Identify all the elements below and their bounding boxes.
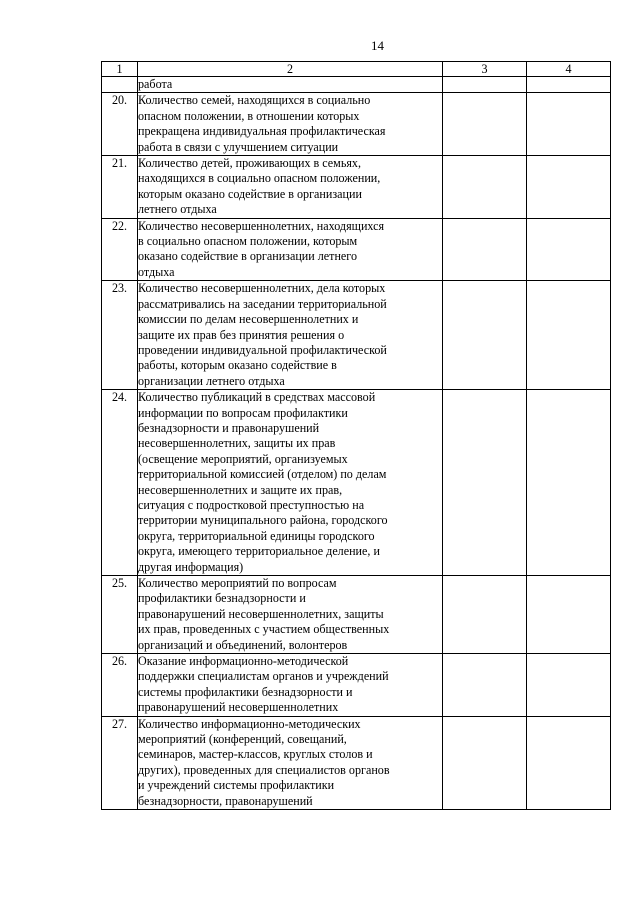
indicator-description: Количество семей, находящихся в социально опасном положении, в отношении которых прекращена индивидуальная профилактическая работа в связи с улучшением ситуации xyxy=(138,93,443,156)
value-cell-col4 xyxy=(527,716,611,809)
table-row xyxy=(102,93,611,156)
indicator-description: работа xyxy=(138,77,443,93)
row-number: 22. xyxy=(102,218,138,281)
indicators-table xyxy=(101,61,611,810)
table-row xyxy=(102,654,611,717)
value-cell-col3 xyxy=(443,390,527,576)
column-header-1: 1 xyxy=(102,62,138,77)
value-cell-col4 xyxy=(527,93,611,156)
value-cell-col3 xyxy=(443,77,527,93)
row-number: 24. xyxy=(102,390,138,576)
table-row xyxy=(102,576,611,654)
value-cell-col4 xyxy=(527,77,611,93)
row-number: 21. xyxy=(102,156,138,219)
value-cell-col3 xyxy=(443,654,527,717)
row-number: 20. xyxy=(102,93,138,156)
value-cell-col4 xyxy=(527,390,611,576)
column-header-2: 2 xyxy=(138,62,443,77)
value-cell-col3 xyxy=(443,93,527,156)
table-row xyxy=(102,716,611,809)
value-cell-col4 xyxy=(527,218,611,281)
column-header-3: 3 xyxy=(443,62,527,77)
table-row xyxy=(102,390,611,576)
value-cell-col3 xyxy=(443,576,527,654)
table-header-row xyxy=(102,62,611,77)
value-cell-col3 xyxy=(443,716,527,809)
table-row xyxy=(102,281,611,390)
row-number: 25. xyxy=(102,576,138,654)
row-number: 26. xyxy=(102,654,138,717)
table-row xyxy=(102,156,611,219)
column-header-4: 4 xyxy=(527,62,611,77)
value-cell-col4 xyxy=(527,156,611,219)
row-number: 23. xyxy=(102,281,138,390)
indicator-description: Оказание информационно-методической поддержки специалистам органов и учреждений системы профилактики безнадзорности и правонарушений несовершеннолетних xyxy=(138,654,443,717)
value-cell-col4 xyxy=(527,654,611,717)
indicator-description: Количество информационно-методических мероприятий (конференций, совещаний, семинаров, мастер-классов, круглых столов и других), проведенных для специалистов органов и учреждений системы профилактики безнадзорности, правонарушений xyxy=(138,716,443,809)
indicator-description: Количество мероприятий по вопросам профилактики безнадзорности и правонарушений несовершеннолетних, защиты их прав, проведенных с участием общественных организаций и объединений, волонтеров xyxy=(138,576,443,654)
row-number xyxy=(102,77,138,93)
indicator-description: Количество несовершеннолетних, находящихся в социально опасном положении, которым оказано содействие в организации летнего отдыха xyxy=(138,218,443,281)
value-cell-col4 xyxy=(527,281,611,390)
indicator-description: Количество публикаций в средствах массовой информации по вопросам профилактики безнадзорности и правонарушений несовершеннолетних, защиты их прав (освещение мероприятий, организуемых территориальной комиссией (отделом) по делам несовершеннолетних и защите их прав, ситуация с подростковой преступностью на территории муниципального района, городского округа, территориальной единицы городского округа, имеющего территориальное деление, и другая информация) xyxy=(138,390,443,576)
row-number: 27. xyxy=(102,716,138,809)
value-cell-col3 xyxy=(443,281,527,390)
table-row xyxy=(102,77,611,93)
indicator-description: Количество несовершеннолетних, дела которых рассматривались на заседании территориальной комиссии по делам несовершеннолетних и защите их прав без принятия решения о проведении индивидуальной профилактической работы, которым оказано содействие в организации летнего отдыха xyxy=(138,281,443,390)
indicator-description: Количество детей, проживающих в семьях, находящихся в социально опасном положении, которым оказано содействие в организации летнего отдыха xyxy=(138,156,443,219)
value-cell-col4 xyxy=(527,576,611,654)
table-row xyxy=(102,218,611,281)
value-cell-col3 xyxy=(443,156,527,219)
page-number: 14 xyxy=(371,38,384,53)
value-cell-col3 xyxy=(443,218,527,281)
